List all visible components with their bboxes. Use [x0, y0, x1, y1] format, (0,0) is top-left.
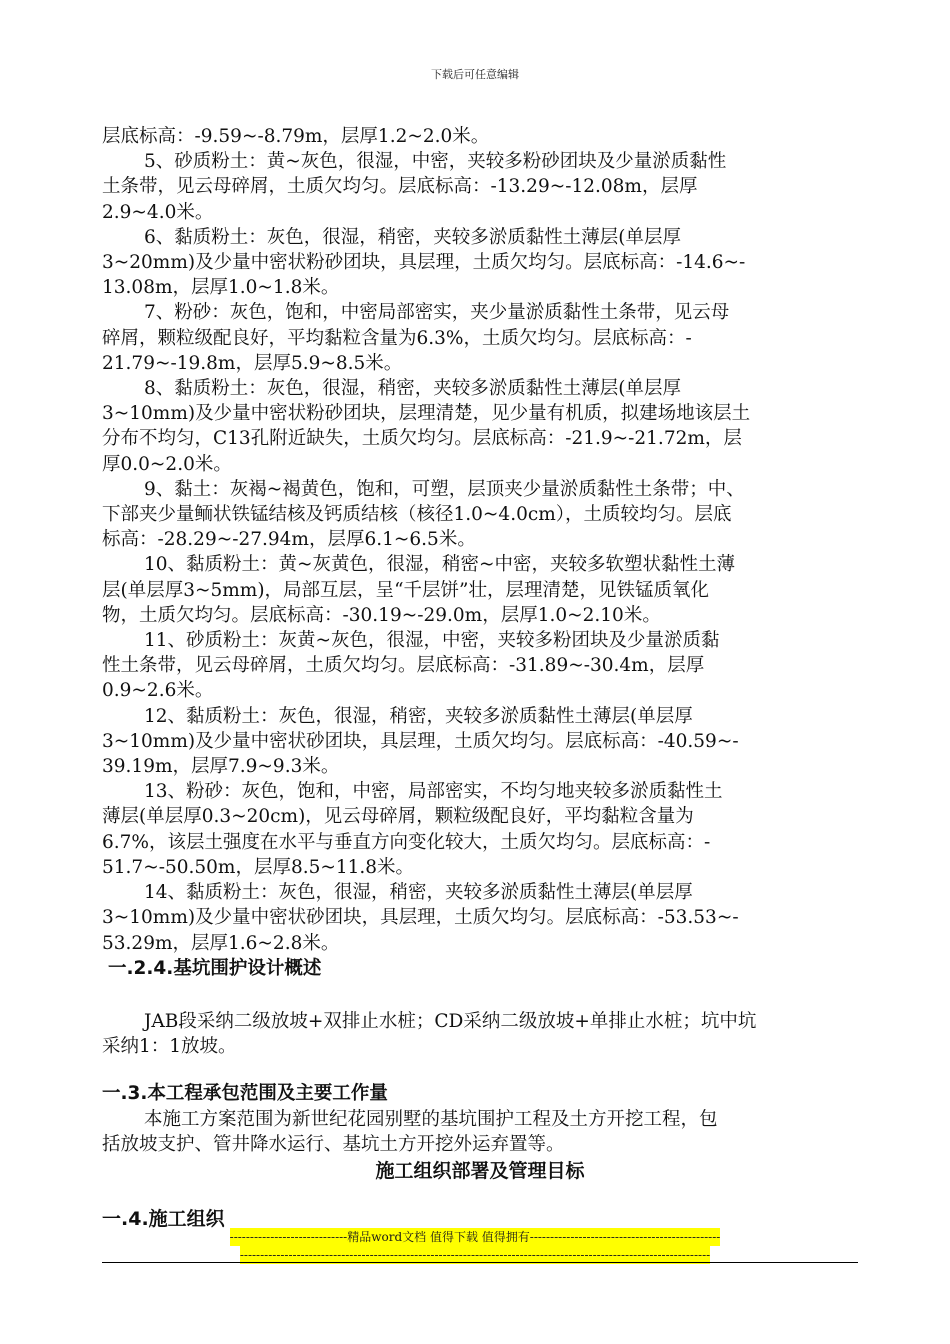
text-line: 13、粉砂：灰色，饱和，中密，局部密实，不均匀地夹较多淤质黏性土	[144, 781, 723, 803]
text-line: 层(单层厚3~5mm)，局部互层，呈“千层饼”壮，层理清楚，见铁锰质氧化	[102, 579, 709, 601]
text-line: 9、黏土：灰褐~褐黄色，饱和，可塑，层顶夹少量淤质黏性土条带；中、	[144, 478, 745, 500]
text-line: 7、粉砂：灰色，饱和，中密局部密实，夹少量淤质黏性土条带，见云母	[144, 302, 730, 324]
document-body	[102, 124, 858, 1232]
section-heading-3: 一.3.本工程承包范围及主要工作量	[102, 1083, 388, 1105]
text-line: 2.9~4.0米。	[102, 201, 214, 223]
section-heading-4: 一.4.施工组织	[102, 1207, 225, 1230]
text-line: 5、砂质粉土：黄~灰色，很湿，中密，夹较多粉砂团块及少量淤质黏性	[144, 151, 727, 173]
text-line: 采纳1：1放坡。	[102, 1035, 237, 1057]
text-line: 薄层(单层厚0.3~20cm)，见云母碎屑，颗粒级配良好，平均黏粒含量为	[102, 806, 694, 828]
page-footer	[0, 1228, 950, 1264]
text-line: 本施工方案范围为新世纪花园别墅的基坑围护工程及土方开挖工程，包	[144, 1109, 718, 1131]
text-line: 3~20mm)及少量中密状粉砂团块，具层理，土质欠均匀。层底标高：-14.6~-	[102, 252, 746, 274]
footer-line-1: -----------------------------精品word文档 值得下载 值得拥有-----------------------------------------------	[229, 1230, 721, 1244]
text-line: 物，土质欠均匀。层底标高：-30.19~-29.0m，层厚1.0~2.10米。	[102, 604, 661, 626]
text-line: 分布不均匀，C13孔附近缺失，土质欠均匀。层底标高：-21.9~-21.72m，层	[102, 428, 742, 450]
text-line: 21.79~-19.8m，层厚5.9~8.5米。	[102, 352, 403, 374]
text-line: 51.7~-50.50m，层厚8.5~11.8米。	[102, 856, 415, 878]
footer-line-2: --------------------------------------------------------------------------------------------------------------------	[239, 1248, 711, 1262]
text-line: 0.9~2.6米。	[102, 680, 214, 702]
text-line: JAB段采纳二级放坡+双排止水桩；CD采纳二级放坡+单排止水桩；坑中坑	[144, 1010, 757, 1032]
text-line: 标高：-28.29~-27.94m，层厚6.1~6.5米。	[102, 529, 476, 551]
text-line: 13.08m，层厚1.0~1.8米。	[102, 277, 340, 299]
text-line: 14、黏质粉土：灰色，很湿，稍密，夹较多淤质黏性土薄层(单层厚	[144, 882, 693, 904]
text-line: 12、黏质粉土：灰色，很湿，稍密，夹较多淤质黏性土薄层(单层厚	[144, 705, 693, 727]
soil-layer-list	[102, 124, 858, 956]
text-line: 11、砂质粉土：灰黄~灰色，很湿，中密，夹较多粉团块及少量淤质黏	[144, 630, 720, 652]
text-line: 层底标高：-9.59~-8.79m，层厚1.2~2.0米。	[102, 126, 490, 147]
text-line: 3~10mm)及少量中密状粉砂团块，层理清楚，见少量有机质，拟建场地该层土	[102, 403, 751, 425]
text-line: 碎屑，颗粒级配良好，平均黏粒含量为6.3%，土质欠均匀。层底标高：-	[102, 327, 692, 349]
chapter-title: 施工组织部署及管理目标	[375, 1159, 585, 1182]
text-line: 6、黏质粉土：灰色，很湿，稍密，夹较多淤质黏性土薄层(单层厚	[144, 226, 681, 248]
text-line: 括放坡支护、管井降水运行、基坑土方开挖外运弃置等。	[102, 1134, 565, 1156]
text-line: 53.29m，层厚1.6~2.8米。	[102, 932, 340, 954]
footer-rule	[102, 1262, 858, 1263]
section-heading-2-4: 一.2.4.基坑围护设计概述	[108, 957, 322, 979]
text-line: 土条带，见云母碎屑，土质欠均匀。层底标高：-13.29~-12.08m，层厚	[102, 176, 698, 198]
text-line: 8、黏质粉土：灰色，很湿，稍密，夹较多淤质黏性土薄层(单层厚	[144, 378, 681, 400]
text-line: 厚0.0~2.0米。	[102, 453, 232, 475]
text-line: 性土条带，见云母碎屑，土质欠均匀。层底标高：-31.89~-30.4m，层厚	[102, 655, 705, 677]
text-line: 3~10mm)及少量中密状砂团块，具层理，土质欠均匀。层底标高：-40.59~-	[102, 730, 739, 752]
text-line: 3~10mm)及少量中密状砂团块，具层理，土质欠均匀。层底标高：-53.53~-	[102, 907, 739, 929]
text-line: 6.7%，该层土强度在水平与垂直方向变化较大，土质欠均匀。层底标高：-	[102, 831, 711, 853]
text-line: 下部夹少量鲕状铁锰结核及钙质结核（核径1.0~4.0cm），土质较均匀。层底	[102, 504, 732, 526]
text-line: 39.19m，层厚7.9~9.3米。	[102, 756, 340, 778]
text-line: 10、黏质粉土：黄~灰黄色，很湿，稍密~中密，夹较多软塑状黏性土薄	[144, 554, 736, 576]
scope-paragraph	[102, 1107, 858, 1157]
retaining-design-paragraph	[102, 1009, 858, 1059]
page-header: 下载后可任意编辑	[431, 68, 519, 81]
